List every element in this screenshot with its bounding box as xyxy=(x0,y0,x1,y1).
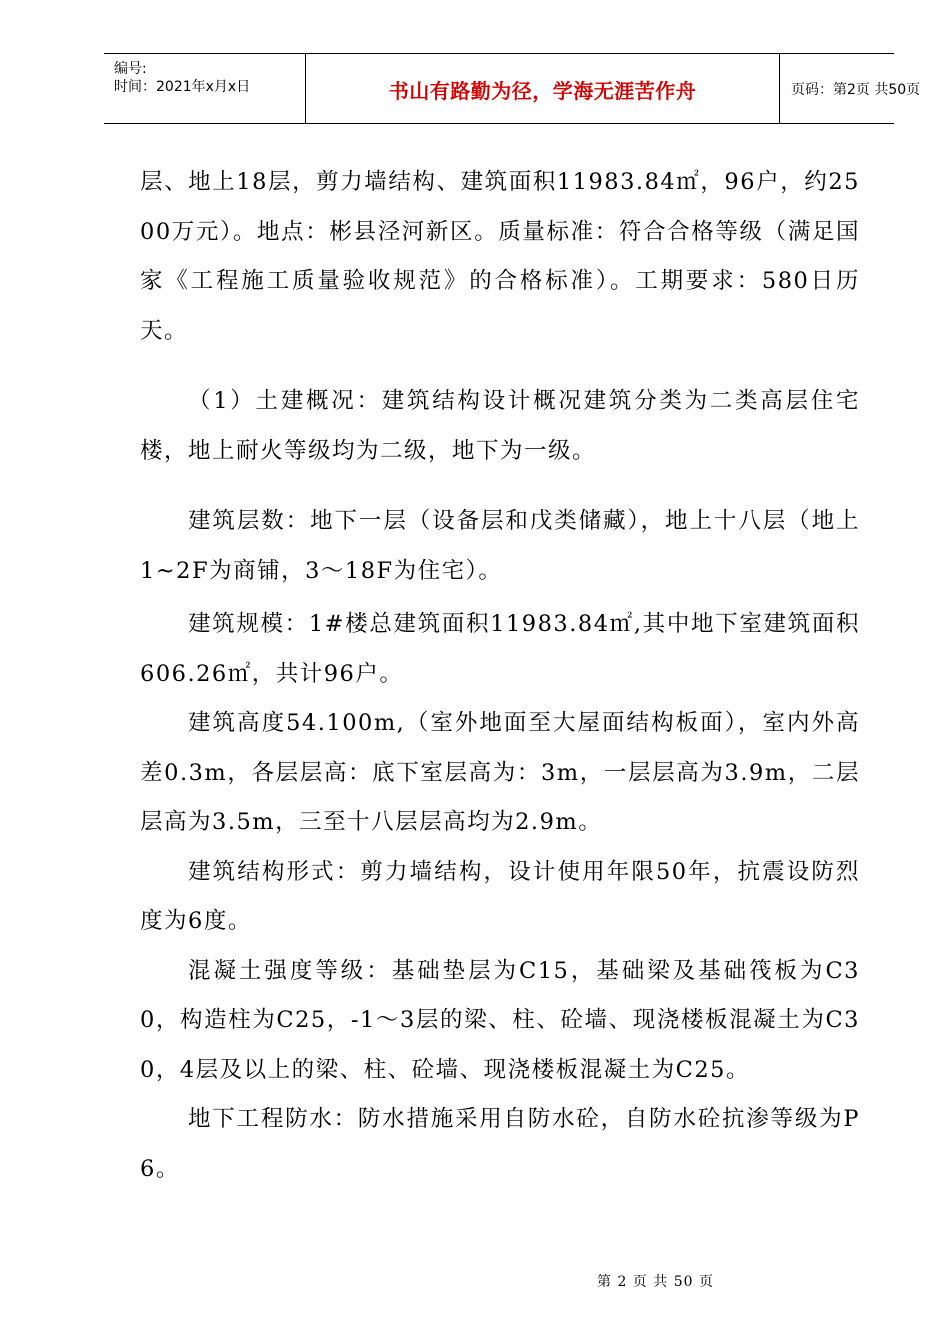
header-meta xyxy=(104,54,304,123)
header-page-code: 页码：第2页 共50页 xyxy=(791,82,921,98)
header-motto: 书山有路勤为径，学海无涯苦作舟 xyxy=(388,79,697,103)
header-motto-cell xyxy=(305,54,780,123)
document-number-label: 编号: xyxy=(114,61,147,77)
page-footer-number: 第 2 页 共 50 页 xyxy=(597,1274,714,1290)
body-paragraph-structure: 建筑结构形式：剪力墙结构，设计使用年限50年，抗震设防烈度为6度。 xyxy=(140,858,860,934)
body-paragraph-scale: 建筑规模：1#楼总建筑面积11983.84㎡,其中地下室建筑面积606.26㎡，共计96户。 xyxy=(140,611,860,687)
body-paragraph-floors: 建筑层数：地下一层（设备层和戊类储藏），地上十八层（地上1~2F为商铺，3～18F为住宅）。 xyxy=(140,508,860,584)
body-paragraph-waterproofing: 地下工程防水：防水措施采用自防水砼，自防水砼抗渗等级为P6。 xyxy=(140,1106,860,1182)
document-time-label: 时间：2021年x月x日 xyxy=(114,79,251,95)
body-paragraph-civil-overview: （1）土建概况：建筑结构设计概况建筑分类为二类高层住宅楼，地上耐火等级均为二级，地下为一级。 xyxy=(140,388,860,464)
body-paragraph-height: 建筑高度54.100m,（室外地面至大屋面结构板面），室内外高差0.3m，各层层高：底下室层高为：3m，一层层高为3.9m，二层层高为3.5m，三至十八层层高均为2.9m。 xyxy=(140,710,860,835)
header-page-cell xyxy=(779,54,921,123)
document-body xyxy=(140,158,860,1194)
page-header xyxy=(104,53,921,124)
body-paragraph-concrete: 混凝土强度等级：基础垫层为C15，基础梁及基础筏板为C30，构造柱为C25，-1～3层的梁、柱、砼墙、现浇楼板混凝土为C30，4层及以上的梁、柱、砼墙、现浇楼板混凝土为C25。 xyxy=(140,957,860,1083)
body-paragraph-continuation: 层、地上18层，剪力墙结构、建筑面积11983.84㎡，96户，约2500万元）。地点：彬县泾河新区。质量标准：符合合格等级（满足国家《工程施工质量验收规范》的合格标准）。工期要求：580日历天。 xyxy=(140,169,860,344)
